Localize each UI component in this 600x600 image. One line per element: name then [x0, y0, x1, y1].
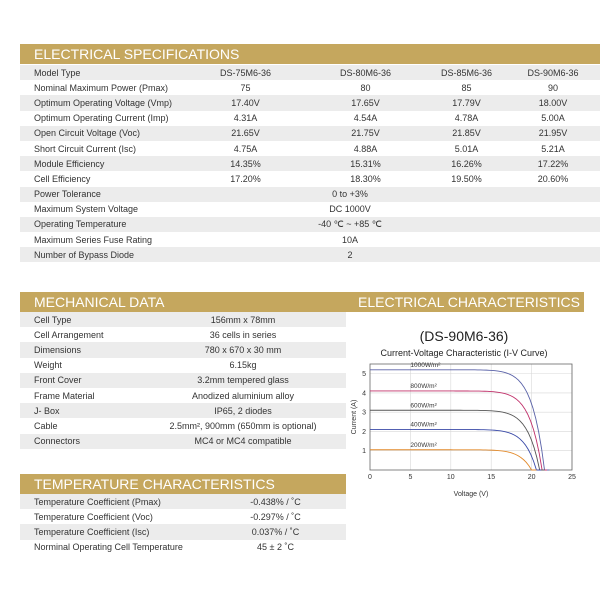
mechanical-data-header: MECHANICAL DATA	[20, 292, 346, 312]
row-label: Short Circuit Current (Isc)	[34, 143, 137, 154]
row-label: Cell Type	[20, 312, 140, 327]
shared-value: 10A	[341, 234, 358, 245]
curve-label: 800W/m²	[410, 382, 437, 390]
cell-value: 18.00V	[506, 95, 600, 110]
iv-curve	[370, 410, 545, 470]
cell-value	[304, 247, 600, 262]
x-tick-label: 0	[368, 474, 372, 481]
temperature-header: TEMPERATURE CHARACTERISTICS	[20, 474, 346, 494]
cell-value: 17.20%	[230, 173, 261, 184]
table-row	[20, 156, 600, 171]
row-label: Maximum System Voltage	[34, 204, 139, 215]
table-row	[20, 494, 346, 509]
x-tick-label: 20	[527, 474, 536, 481]
row-label: Cell Efficiency	[34, 173, 91, 184]
cell-value	[304, 232, 600, 247]
table-row	[20, 141, 600, 156]
cell-blank	[188, 232, 304, 247]
chart-title: (DS-90M6-36)	[419, 328, 509, 344]
cell-value: 18.30%	[350, 173, 381, 184]
cell-value: -0.297% / ˚C	[250, 511, 301, 522]
y-axis-label: Current (A)	[351, 399, 358, 435]
cell-value: 17.65V	[304, 95, 427, 110]
cell-blank	[188, 247, 304, 262]
curve-label: 400W/m²	[410, 421, 437, 429]
table-row	[20, 65, 600, 80]
cell-value: 5.01A	[454, 143, 479, 154]
y-tick-label: 2	[362, 428, 366, 436]
table-row	[20, 312, 346, 327]
cell-blank	[188, 187, 304, 202]
cell-value: 85	[461, 82, 472, 93]
x-tick-label: 15	[487, 474, 496, 481]
cell-value: 15.31%	[304, 156, 427, 171]
cell-value: -0.438% / ˚C	[205, 494, 346, 509]
table-row	[20, 540, 346, 555]
row-label: Temperature Coefficient (Pmax)	[20, 494, 205, 509]
table-row	[20, 232, 600, 247]
row-label: Temperature Coefficient (Isc)	[20, 524, 205, 539]
cell-value: 0.037% / ˚C	[205, 524, 346, 539]
row-label: Open Circuit Voltage (Voc)	[20, 126, 188, 141]
cell-value	[304, 202, 600, 217]
table-row	[20, 358, 346, 373]
cell-value: 5.21A	[541, 143, 565, 154]
row-label: Model Type	[20, 65, 188, 80]
row-label: Number of Bypass Diode	[20, 247, 188, 262]
cell-value: 21.95V	[506, 126, 600, 141]
row-label: Optimum Operating Voltage (Vmp)	[20, 95, 188, 110]
cell-value: 20.60%	[537, 173, 569, 184]
table-row	[20, 509, 346, 524]
table-row	[20, 524, 346, 539]
x-axis-label: Voltage (V)	[453, 491, 489, 498]
row-label: Front Cover	[20, 373, 140, 388]
table-row	[20, 327, 346, 342]
table-row	[20, 202, 600, 217]
table-row	[20, 388, 346, 403]
cell-value: 156mm x 78mm	[140, 312, 346, 327]
cell-blank	[188, 202, 304, 217]
row-label: Temperature Coefficient (Voc)	[34, 511, 153, 522]
cell-value: DS-80M6-36	[304, 65, 427, 80]
table-row	[20, 434, 346, 449]
cell-value: 17.79V	[428, 95, 505, 110]
electrical-spec-table	[20, 65, 600, 262]
cell-value: 80	[360, 82, 371, 93]
cell-value: 6.15kg	[229, 360, 257, 371]
iv-curve-plot	[344, 314, 584, 509]
table-row	[20, 342, 346, 357]
y-tick-label: 1	[362, 448, 366, 456]
table-row	[20, 171, 600, 186]
x-tick-label: 5	[408, 474, 413, 481]
cell-value: 3.2mm tempered glass	[140, 373, 346, 388]
y-tick-label: 4	[362, 390, 366, 398]
table-row	[20, 373, 346, 388]
mechanical-data-table	[20, 312, 346, 449]
cell-value: 21.85V	[428, 126, 505, 141]
electrical-char-header: ELECTRICAL CHARACTERISTICS	[344, 292, 584, 312]
table-row	[20, 247, 600, 262]
cell-value: 75	[240, 82, 251, 93]
cell-value: 17.40V	[188, 95, 303, 110]
iv-curve	[370, 391, 547, 470]
cell-value: 16.26%	[428, 156, 505, 171]
row-label: Cell Arrangement	[34, 329, 104, 340]
cell-value: 4.54A	[353, 113, 378, 124]
shared-value: -40 ℃ ~ +85 ℃	[318, 218, 382, 229]
row-label: Optimum Operating Current (Imp)	[34, 113, 169, 124]
row-label: Connectors	[20, 434, 140, 449]
table-row	[20, 95, 600, 110]
cell-value: 36 cells in series	[209, 329, 277, 340]
x-tick-label: 10	[446, 474, 455, 481]
row-label: Norminal Operating Cell Temperature	[34, 542, 183, 553]
table-row	[20, 111, 600, 126]
curve-label: 1000W/m²	[410, 361, 441, 369]
cell-value: 5.00A	[541, 113, 565, 124]
y-tick-label: 3	[362, 409, 366, 417]
cell-value: 4.31A	[233, 113, 258, 124]
x-tick-label: 25	[568, 474, 576, 481]
iv-chart	[344, 314, 584, 509]
cell-value: DS-90M6-36	[506, 65, 600, 80]
cell-value	[304, 217, 600, 232]
cell-blank	[188, 217, 304, 232]
row-label: J- Box	[20, 403, 140, 418]
cell-value: 14.35%	[188, 156, 303, 171]
table-row	[20, 217, 600, 232]
cell-value: 17.22%	[506, 156, 600, 171]
y-tick-label: 5	[362, 371, 366, 379]
row-label: Power Tolerance	[20, 187, 188, 202]
cell-value: 2.5mm², 900mm (650mm is optional)	[169, 420, 317, 431]
shared-value: DC 1000V	[329, 204, 371, 215]
table-row	[20, 187, 600, 202]
cell-value: MC4 or MC4 compatible	[140, 434, 346, 449]
cell-value: 19.50%	[451, 173, 482, 184]
row-label: Frame Material	[34, 390, 95, 401]
iv-curve	[370, 370, 549, 470]
cell-value: 21.65V	[188, 126, 303, 141]
chart-subtitle: Current-Voltage Characteristic (I-V Curve)	[380, 348, 548, 358]
table-row	[20, 403, 346, 418]
curve-label: 600W/m²	[410, 402, 437, 410]
plot-frame	[370, 361, 572, 470]
row-label: Dimensions	[20, 342, 140, 357]
row-label: Module Efficiency	[20, 156, 188, 171]
curve-label: 200W/m²	[410, 441, 437, 449]
row-label: Operating Temperature	[20, 217, 188, 232]
electrical-spec-header: ELECTRICAL SPECIFICATIONS	[20, 44, 600, 64]
cell-value: 4.75A	[233, 143, 258, 154]
temperature-table	[20, 494, 346, 555]
table-row	[20, 418, 346, 433]
cell-value: 4.88A	[353, 143, 378, 154]
shared-value: 0 to +3%	[332, 189, 368, 200]
row-label: Maximum Series Fuse Rating	[34, 234, 153, 245]
cell-value: 90	[547, 82, 558, 93]
row-label: Nominal Maximum Power (Pmax)	[34, 82, 169, 93]
cell-value: 780 x 670 x 30 mm	[140, 342, 346, 357]
cell-value: 4.78A	[454, 113, 479, 124]
cell-value	[304, 187, 600, 202]
cell-value: IP65, 2 diodes	[140, 403, 346, 418]
row-label: Weight	[34, 360, 62, 371]
table-row	[20, 126, 600, 141]
iv-curve	[370, 450, 536, 470]
shared-value: 2	[347, 249, 353, 260]
cell-value: DS-85M6-36	[428, 65, 505, 80]
table-row	[20, 80, 600, 95]
cell-value: DS-75M6-36	[188, 65, 303, 80]
cell-value: Anodized aluminium alloy	[191, 390, 295, 401]
cell-value: 21.75V	[304, 126, 427, 141]
row-label: Cable	[34, 420, 58, 431]
cell-value: 45 ± 2 ˚C	[257, 542, 294, 553]
